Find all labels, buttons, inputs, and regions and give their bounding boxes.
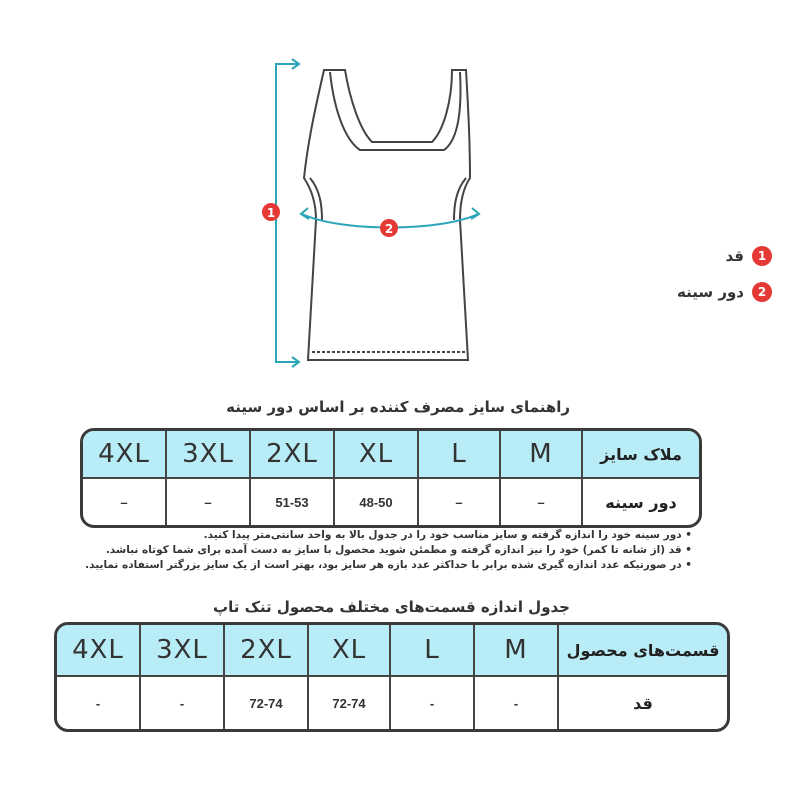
- size-header-m: M: [501, 431, 583, 479]
- size-header-xl: XL: [335, 431, 419, 479]
- marker-height: [262, 203, 280, 221]
- note-item: • دور سینه خود را اندازه گرفته و سایز مناسب خود را در جدول بالا به واحد سانتی‌متر پیدا کنید.: [203, 529, 692, 541]
- legend-item-chest: [677, 282, 772, 302]
- size-header-xl: XL: [309, 625, 391, 677]
- marker-height-number: 1: [266, 206, 276, 220]
- marker-chest-number: 2: [384, 222, 394, 236]
- header-row-label: ملاک سایز: [583, 431, 699, 479]
- value-3xl: -: [141, 677, 225, 729]
- value-l: –: [419, 479, 501, 525]
- value-2xl: 72-74: [225, 677, 309, 729]
- legend-number-icon: 1: [752, 246, 772, 266]
- value-m: –: [501, 479, 583, 525]
- note-item: • قد (از شانه تا کمر) خود را نیز اندازه گرفته و مطمئن شوید محصول با سایز به دست آمده برای شما کوتاه نباشد.: [105, 544, 692, 556]
- value-l: -: [391, 677, 475, 729]
- row-label-chest: دور سینه: [605, 492, 677, 512]
- row-label-height: قد: [633, 693, 653, 713]
- marker-chest: [380, 219, 398, 237]
- value-2xl: 51-53: [251, 479, 335, 525]
- size-header-3xl: 3XL: [167, 431, 251, 479]
- legend-label: قد: [725, 247, 744, 265]
- value-3xl: –: [167, 479, 251, 525]
- table1-title: راهنمای سایز مصرف کننده بر اساس دور سینه: [226, 398, 570, 416]
- table2-title: جدول اندازه قسمت‌های مختلف محصول تنک تاپ: [213, 598, 570, 616]
- header-row-label: قسمت‌های محصول: [559, 625, 727, 677]
- legend-item-height: [726, 246, 773, 266]
- value-4xl: -: [57, 677, 141, 729]
- size-table-product: [54, 622, 730, 732]
- legend-number-icon: 2: [752, 282, 772, 302]
- value-xl: 72-74: [309, 677, 391, 729]
- legend-label: دور سینه: [677, 283, 744, 301]
- size-header-l: L: [391, 625, 475, 677]
- value-xl: 48-50: [335, 479, 419, 525]
- value-4xl: –: [83, 479, 167, 525]
- size-table-chest: [80, 428, 702, 528]
- size-header-l: L: [419, 431, 501, 479]
- measurement-notes: [0, 528, 692, 573]
- size-header-3xl: 3XL: [141, 625, 225, 677]
- size-header-m: M: [475, 625, 559, 677]
- size-header-2xl: 2XL: [225, 625, 309, 677]
- value-m: -: [475, 677, 559, 729]
- size-header-4xl: 4XL: [57, 625, 141, 677]
- size-header-4xl: 4XL: [83, 431, 167, 479]
- tank-top: [304, 70, 470, 360]
- note-item: • در صورتیکه عدد اندازه گیری شده برابر با حداکثر عدد بازه هر سایز بود، بهتر است از یک سایز بزرگتر استفاده نمایید.: [85, 559, 692, 571]
- size-header-2xl: 2XL: [251, 431, 335, 479]
